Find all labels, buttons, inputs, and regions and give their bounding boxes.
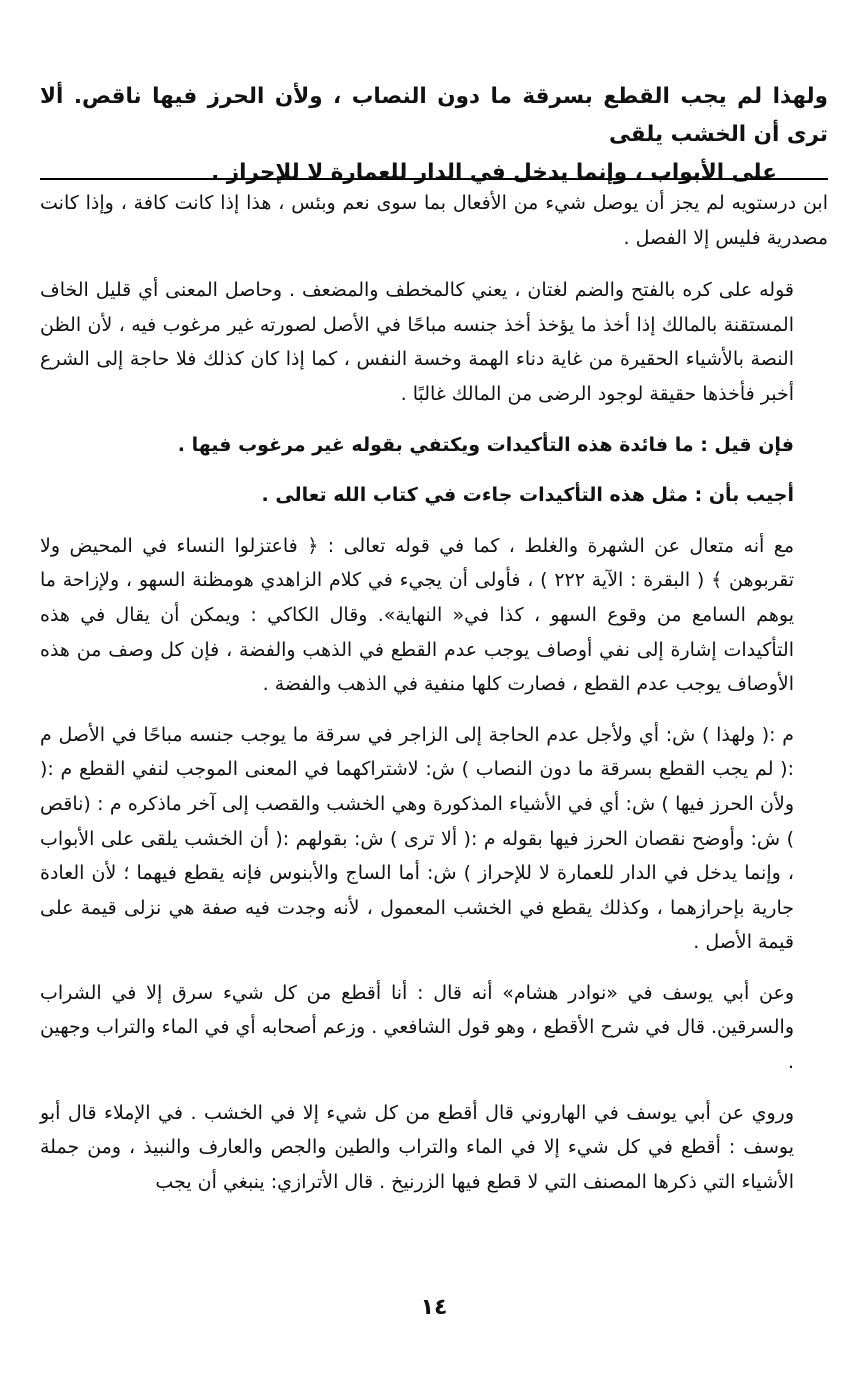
commentary-paragraph-4: أجيب بأن : مثل هذه التأكيدات جاءت في كتاب الله تعالى . bbox=[261, 484, 794, 507]
commentary-paragraph-5: مع أنه متعال عن الشهرة والغلط ، كما في قوله تعالى : ﴿ فاعتزلوا النساء في المحيض ولا تقربوهن ﴾ ( البقرة : الآية ٢٢٢ ) ، فأولى أن يجيء في كلام الزاهدي هومظنة السهو ، ولإزاحة ما يوهم السامع من وقوع السهو ، كذا في« النهاية». وقال الكاكي : ويمكن أن يقال في هذه التأكيدات إشارة إلى نفي أوصاف يوجب عدم القطع في الذهب والفضة ، فإن كل وصف من هذه الأوصاف يوجب عدم القطع ، فصارت كلها منفية في الذهب والفضة . bbox=[40, 534, 795, 696]
commentary-paragraph-8: وروي عن أبي يوسف في الهاروني قال أقطع من كل شيء إلا في الخشب . في الإملاء قال أبو يوسف : أقطع في كل شيء إلا في الماء والتراب والطين والجص والعارف والنبيذ ، ومن جملة الأشياء التي ذكرها المصنف التي لا قطع فيها الزرنيخ . قال الأترازي: ينبغي أن يجب bbox=[40, 1101, 794, 1193]
commentary-paragraph-3: فإن قيل : ما فائدة هذه التأكيدات ويكتفي بقوله غير مرغوب فيها . bbox=[177, 433, 794, 456]
commentary bbox=[40, 186, 828, 1199]
main-text bbox=[40, 78, 828, 192]
commentary-paragraph-2: قوله على كره بالفتح والضم لغتان ، يعني كالمخطف والمضعف . وحاصل المعنى أي قليل الخاف المستقنة بالمالك إذا أخذ ما يؤخذ أخذ جنسه مباحًا في الأصل لصورته غير مرغوب فيه ، لأن الظن النصة بالأشياء الحقيرة من غاية دناء الهمة وخسة النفس ، كما إذا كان كذلك فلا حاجة إلى الشرع أخبر فأخذها حقيقة لوجود الرضى من المالك غالبًا . bbox=[40, 279, 794, 405]
separator-rule bbox=[40, 178, 828, 180]
main-text-line-2: على الأبواب ، وإنما يدخل في الدار للعمارة لا للإحراز . bbox=[211, 160, 777, 185]
main-text-line-1: ولهذا لم يجب القطع بسرقة ما دون النصاب ، ولأن الحرز فيها ناقص. ألا ترى أن الخشب يلقى bbox=[40, 84, 828, 147]
page-number: ١٤ bbox=[420, 1295, 448, 1320]
commentary-paragraph-6: م :( ولهذا ) ش: أي ولأجل عدم الحاجة إلى الزاجر في سرقة ما يوجب جنسه مباحًا في الأصل م :( لم يجب القطع بسرقة ما دون النصاب ) ش: لاشتراكهما في المعنى الموجب لنفي القطع م :( ولأن الحرز فيها ) ش: أي في الأشياء المذكورة وهي الخشب والقصب إلى آخر ماذكره م : (ناقص ) ش: وأوضح نقصان الحرز فيها بقوله م :( ألا ترى ) ش: بقولهم :( أن الخشب يلقى على الأبواب ، وإنما يدخل في الدار للعمارة لا للإحراز ) ش: أما الساج والأبنوس فإنه يقطع فيهما ؛ لأن العادة جارية بإحرازهما ، وكذلك يقطع في الخشب المعمول ، لأنه وجدت فيه صفة هي نزلى قيمة على قيمة الأصل . bbox=[40, 723, 794, 954]
book-page bbox=[40, 0, 828, 1375]
commentary-paragraph-1: ابن درستويه لم يجز أن يوصل شيء من الأفعال بما سوى نعم وبئس ، هذا إذا كانت كافة ، وإذا كانت مصدرية فليس إلا الفصل . bbox=[40, 192, 828, 249]
commentary-paragraph-7: وعن أبي يوسف في «نوادر هشام» أنه قال : أنا أقطع من كل شيء سرق إلا في الشراب والسرقين. قال في شرح الأقطع ، وهو قول الشافعي . وزعم أصحابه أي في الماء والتراب وجهين . bbox=[40, 981, 794, 1074]
